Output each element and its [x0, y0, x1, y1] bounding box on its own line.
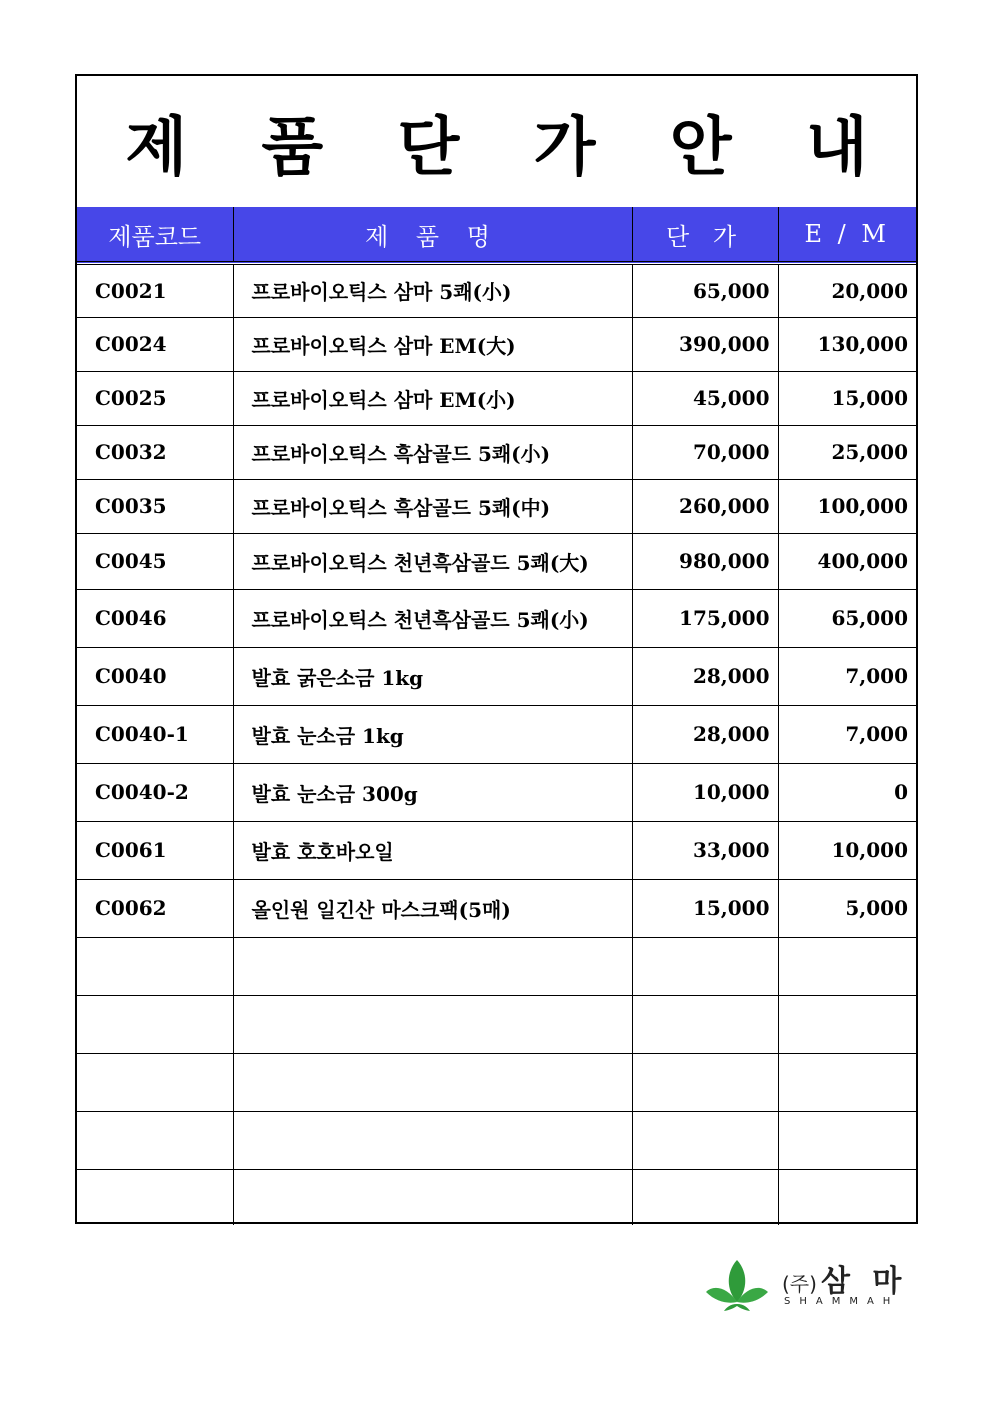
- company-logo: [704, 1258, 918, 1314]
- header-code: 제품코드: [77, 207, 233, 263]
- cell-name: 프로바이오틱스 흑삼골드 5쾌(中): [233, 479, 632, 533]
- table-row: [77, 479, 916, 533]
- table-row: [77, 879, 916, 937]
- cell-price: 10,000: [632, 763, 778, 821]
- cell-price: 45,000: [632, 371, 778, 425]
- empty-row: [77, 1053, 916, 1111]
- table-row: [77, 705, 916, 763]
- cell-code: C0040-2: [77, 763, 233, 821]
- cell-price: 260,000: [632, 479, 778, 533]
- cell-em: 15,000: [778, 371, 916, 425]
- empty-cell: [632, 1169, 778, 1225]
- leaf-icon: [704, 1258, 770, 1312]
- cell-em: 7,000: [778, 705, 916, 763]
- empty-cell: [233, 1111, 632, 1169]
- cell-em: 0: [778, 763, 916, 821]
- empty-cell: [233, 1169, 632, 1225]
- cell-em: 100,000: [778, 479, 916, 533]
- empty-cell: [632, 995, 778, 1053]
- cell-price: 28,000: [632, 647, 778, 705]
- cell-em: 65,000: [778, 589, 916, 647]
- price-sheet: [75, 74, 918, 1224]
- cell-code: C0032: [77, 425, 233, 479]
- empty-row: [77, 1169, 916, 1225]
- empty-cell: [778, 1169, 916, 1225]
- cell-name: 프로바이오틱스 삼마 EM(小): [233, 371, 632, 425]
- cell-price: 70,000: [632, 425, 778, 479]
- empty-cell: [77, 1169, 233, 1225]
- price-table: [77, 207, 916, 1225]
- empty-cell: [77, 937, 233, 995]
- empty-cell: [77, 995, 233, 1053]
- table-row: [77, 263, 916, 317]
- cell-name: 발효 굵은소금 1kg: [233, 647, 632, 705]
- cell-price: 175,000: [632, 589, 778, 647]
- empty-cell: [233, 1053, 632, 1111]
- table-row: [77, 647, 916, 705]
- company-name: [782, 1256, 907, 1300]
- empty-cell: [632, 937, 778, 995]
- cell-em: 400,000: [778, 533, 916, 589]
- cell-name: 프로바이오틱스 천년흑삼골드 5쾌(大): [233, 533, 632, 589]
- cell-code: C0024: [77, 317, 233, 371]
- table-row: [77, 371, 916, 425]
- title-box: [77, 76, 916, 209]
- cell-name: 프로바이오틱스 삼마 5쾌(小): [233, 263, 632, 317]
- cell-code: C0046: [77, 589, 233, 647]
- table-row: [77, 821, 916, 879]
- table-row: [77, 589, 916, 647]
- cell-price: 65,000: [632, 263, 778, 317]
- company-prefix: (주): [782, 1272, 817, 1296]
- cell-price: 980,000: [632, 533, 778, 589]
- cell-price: 33,000: [632, 821, 778, 879]
- empty-cell: [233, 937, 632, 995]
- empty-cell: [77, 1053, 233, 1111]
- cell-em: 20,000: [778, 263, 916, 317]
- empty-cell: [778, 1053, 916, 1111]
- cell-em: 130,000: [778, 317, 916, 371]
- cell-code: C0040: [77, 647, 233, 705]
- cell-code: C0035: [77, 479, 233, 533]
- empty-cell: [778, 995, 916, 1053]
- header-row: [77, 207, 916, 263]
- cell-name: 발효 호호바오일: [233, 821, 632, 879]
- table-row: [77, 317, 916, 371]
- cell-code: C0045: [77, 533, 233, 589]
- cell-price: 15,000: [632, 879, 778, 937]
- cell-code: C0062: [77, 879, 233, 937]
- empty-cell: [632, 1111, 778, 1169]
- cell-name: 올인원 일긴산 마스크팩(5매): [233, 879, 632, 937]
- header-price: 단 가: [632, 207, 778, 263]
- company-english-name: SHAMMAH: [784, 1296, 900, 1307]
- empty-cell: [77, 1111, 233, 1169]
- cell-price: 390,000: [632, 317, 778, 371]
- empty-cell: [233, 995, 632, 1053]
- cell-code: C0021: [95, 278, 167, 303]
- empty-cell: [778, 1111, 916, 1169]
- cell-name: 프로바이오틱스 천년흑삼골드 5쾌(小): [233, 589, 632, 647]
- empty-row: [77, 937, 916, 995]
- cell-em: 5,000: [778, 879, 916, 937]
- cell-em: 7,000: [778, 647, 916, 705]
- table-row: [77, 425, 916, 479]
- company-name-text: 삼 마: [820, 1264, 908, 1299]
- empty-cell: [778, 937, 916, 995]
- cell-code: C0040-1: [77, 705, 233, 763]
- cell-name: 프로바이오틱스 삼마 EM(大): [233, 317, 632, 371]
- cell-name: 프로바이오틱스 흑삼골드 5쾌(小): [233, 425, 632, 479]
- empty-row: [77, 1111, 916, 1169]
- cell-name: 발효 눈소금 1kg: [233, 705, 632, 763]
- cell-code: C0061: [77, 821, 233, 879]
- cell-em: 10,000: [778, 821, 916, 879]
- cell-name: 발효 눈소금 300g: [233, 763, 632, 821]
- page-title: 제 품 단 가 안 내: [125, 110, 894, 185]
- cell-price: 28,000: [632, 705, 778, 763]
- header-name: 제 품 명: [233, 207, 632, 263]
- cell-em: 25,000: [778, 425, 916, 479]
- empty-row: [77, 995, 916, 1053]
- header-em: E / M: [778, 207, 916, 263]
- empty-cell: [632, 1053, 778, 1111]
- table-row: [77, 533, 916, 589]
- cell-code: C0025: [77, 371, 233, 425]
- table-row: [77, 763, 916, 821]
